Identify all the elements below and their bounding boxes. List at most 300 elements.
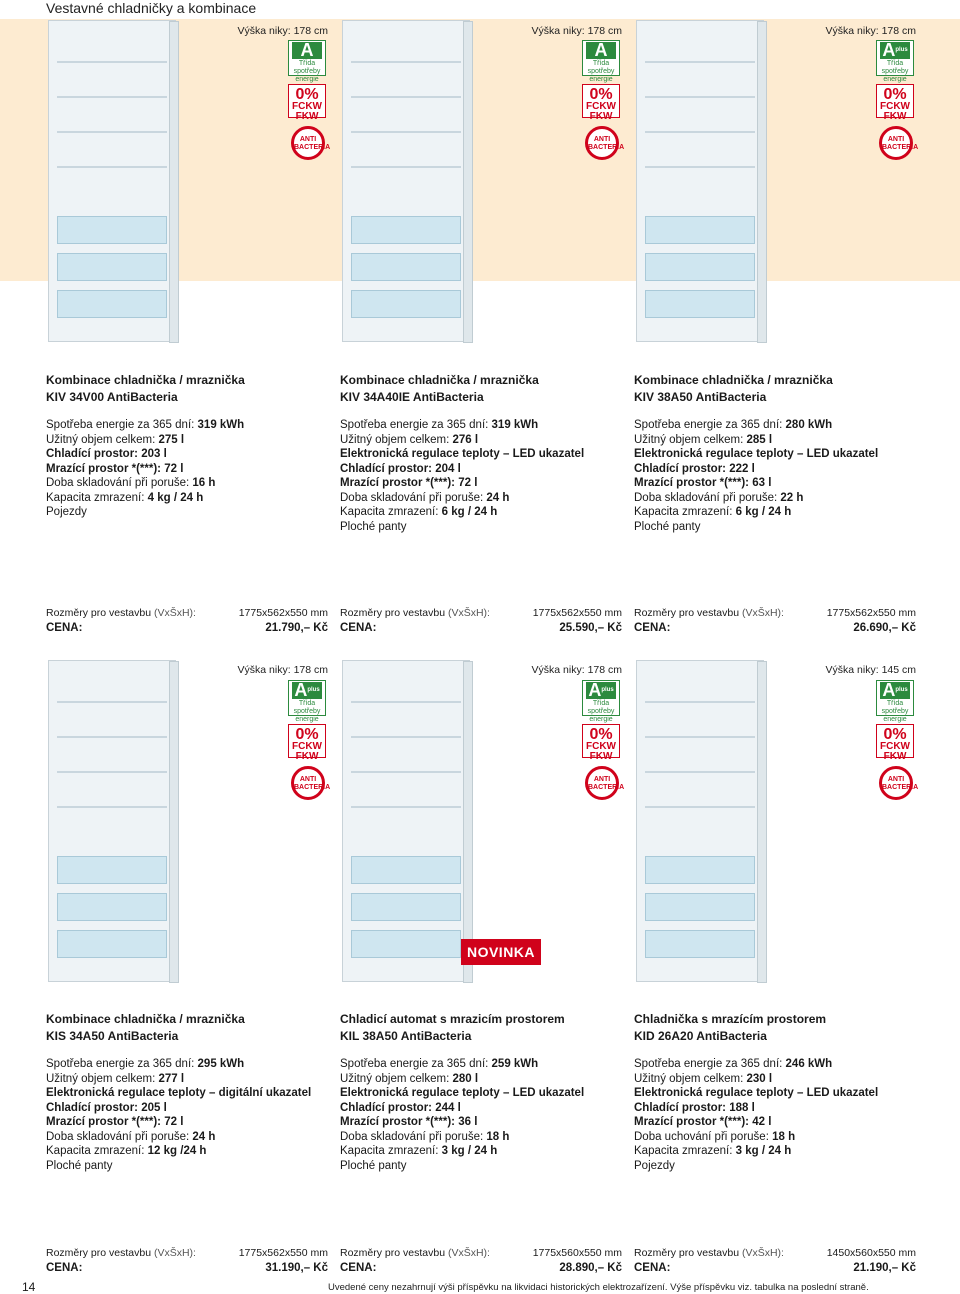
fridge-shelf: [351, 61, 461, 63]
spec-line: [340, 1057, 630, 1072]
fridge-drawer: [57, 856, 167, 884]
fckw-percent: 0%: [295, 726, 319, 743]
anti-line1: ANTI: [299, 776, 317, 783]
energy-line2: spotřeby: [587, 708, 615, 715]
spec-label: Kapacita zmrazení:: [46, 1145, 148, 1157]
energy-line3: energie: [295, 76, 319, 83]
anti-line2: BACTERIA: [294, 784, 331, 791]
energy-class-badge: [876, 40, 914, 83]
energy-class-letter: A: [588, 680, 602, 700]
fckw-badge: [582, 724, 620, 762]
product-category: Kombinace chladnička / mraznička: [46, 373, 245, 387]
spec-line: [634, 491, 924, 506]
spec-line: [46, 476, 336, 491]
spec-line: [46, 447, 336, 462]
spec-value: 36 l: [458, 1116, 478, 1128]
footnote: Uvedené ceny nezahrnují výši příspěvku na likvidaci historických elektrozařízení. Výše příspěvku viz. tabulka na poslední straně.: [328, 1282, 869, 1293]
product-category: Kombinace chladnička / mraznička: [340, 373, 539, 387]
dims-value: 1775x560x550 mm: [532, 1247, 622, 1259]
spec-value: 230 l: [746, 1072, 773, 1085]
fridge-drawer: [645, 216, 755, 244]
spec-line: [340, 462, 630, 477]
dims-paren: (VxŠxH):: [153, 607, 196, 619]
fridge-image: [48, 20, 176, 342]
fridge-drawer: [351, 253, 461, 281]
energy-class-badge: [582, 680, 620, 723]
fridge-shelf: [351, 701, 461, 703]
fridge-drawer: [645, 253, 755, 281]
price-row: [46, 621, 328, 636]
dimensions-row: [340, 606, 622, 621]
spec-line: [340, 505, 630, 520]
dimensions-price: [46, 1246, 328, 1276]
dims-paren: (VxŠxH):: [447, 1247, 490, 1259]
fckw-badge: [582, 84, 620, 122]
spec-value: 16 h: [192, 477, 216, 489]
spec-label: Spotřeba energie za 365 dní:: [634, 1058, 786, 1070]
badge-column: [876, 680, 919, 800]
energy-line3: energie: [589, 716, 613, 723]
energy-line2: spotřeby: [293, 68, 321, 75]
spec-value: 6 kg / 24 h: [441, 506, 498, 518]
fridge-image: [48, 660, 176, 982]
fridge-shelf: [57, 701, 167, 703]
spec-line: [340, 491, 630, 506]
spec-value: 280 l: [452, 1072, 479, 1085]
energy-plus: plus: [895, 47, 908, 53]
niche-height: Výška niky: 178 cm: [237, 25, 328, 37]
dims-value: 1775x562x550 mm: [238, 1247, 328, 1259]
spec-label: Užitný objem celkem:: [340, 1072, 453, 1085]
spec-value: 24 h: [486, 491, 510, 504]
fridge-drawer: [645, 290, 755, 318]
fckw-percent: 0%: [589, 726, 613, 743]
product-model: KIV 38A50 AntiBacteria: [634, 390, 767, 404]
dims-label: Rozměry pro vestavbu: [634, 607, 740, 619]
fridge-door: [757, 21, 767, 343]
page-title: Vestavné chladničky a kombinace: [46, 0, 257, 16]
spec-value: 277 l: [158, 1072, 185, 1085]
spec-line: [634, 476, 924, 491]
spec-value: 42 l: [752, 1116, 772, 1128]
fckw-line1: FCKW: [586, 741, 616, 752]
fckw-line2: FKW: [589, 751, 613, 762]
spec-label: Užitný objem celkem:: [634, 433, 747, 446]
dims-value: 1450x560x550 mm: [826, 1247, 916, 1259]
dims-label: Rozměry pro vestavbu: [46, 607, 152, 619]
spec-label: Elektronická regulace teploty – digitální ukazatel: [46, 1087, 312, 1099]
energy-plus: plus: [307, 687, 320, 693]
spec-line: [634, 520, 924, 535]
energy-class-badge: [876, 680, 914, 723]
badge-column: [582, 40, 625, 160]
spec-label: Mrazící prostor *(***):: [634, 477, 753, 489]
spec-value: 72 l: [164, 462, 184, 475]
fridge-drawer: [57, 930, 167, 958]
spec-label: Chladící prostor:: [340, 462, 436, 475]
dimensions-price: [340, 606, 622, 636]
energy-class-badge: [582, 40, 620, 83]
spec-label: Ploché panty: [634, 520, 701, 533]
spec-label: Chladící prostor:: [46, 448, 142, 460]
spec-label: Chladící prostor:: [46, 1101, 142, 1114]
fckw-line1: FCKW: [292, 741, 322, 752]
fridge-image: [342, 20, 470, 342]
fridge-shelf: [351, 771, 461, 773]
spec-value: 259 kWh: [491, 1058, 539, 1070]
fridge-drawer: [351, 290, 461, 318]
energy-line1: Třída: [298, 700, 316, 707]
spec-line: [634, 1115, 924, 1130]
badge-column: [876, 40, 919, 160]
spec-value: 6 kg / 24 h: [735, 506, 792, 518]
anti-line2: BACTERIA: [882, 784, 919, 791]
spec-line: [340, 1130, 630, 1145]
energy-line2: spotřeby: [587, 68, 615, 75]
fckw-line2: FKW: [295, 111, 319, 122]
dims-value: 1775x562x550 mm: [532, 607, 622, 619]
fridge-shelf: [351, 806, 461, 808]
product-description: [340, 1011, 630, 1173]
price-row: [46, 1261, 328, 1276]
fckw-badge: [288, 724, 326, 762]
spec-label: Doba skladování při poruše:: [340, 491, 487, 504]
spec-line: [634, 447, 924, 462]
fridge-drawer: [351, 856, 461, 884]
spec-line: [634, 1159, 924, 1174]
spec-value: 280 kWh: [785, 419, 833, 431]
spec-label: Ploché panty: [46, 1159, 113, 1172]
badge-column: [288, 40, 331, 160]
spec-label: Elektronická regulace teploty – LED ukazatel: [634, 448, 879, 460]
energy-line1: Třída: [886, 60, 904, 67]
price-label: CENA:: [46, 622, 83, 634]
spec-label: Kapacita zmrazení:: [46, 491, 148, 504]
spec-label: Užitný objem celkem:: [46, 433, 159, 446]
fridge-shelf: [351, 166, 461, 168]
spec-label: Doba skladování při poruše:: [340, 1130, 487, 1143]
dims-paren: (VxŠxH):: [741, 1247, 784, 1259]
spec-label: Užitný objem celkem:: [46, 1072, 159, 1085]
spec-value: 18 h: [486, 1130, 510, 1143]
energy-class-letter: A: [594, 40, 608, 60]
spec-value: 22 h: [780, 491, 804, 504]
fridge-door: [463, 21, 473, 343]
dimensions-row: [46, 606, 328, 621]
novinka-badge: NOVINKA: [461, 939, 541, 965]
anti-line1: ANTI: [887, 776, 905, 783]
spec-label: Spotřeba energie za 365 dní:: [634, 419, 786, 431]
fckw-badge: [288, 84, 326, 122]
energy-line3: energie: [295, 716, 319, 723]
fridge-drawer: [351, 893, 461, 921]
product-model: KID 26A20 AntiBacteria: [634, 1029, 767, 1043]
spec-label: Chladící prostor:: [340, 1101, 436, 1114]
spec-line: [46, 505, 336, 520]
dimensions-row: [634, 1246, 916, 1261]
energy-line2: spotřeby: [881, 68, 909, 75]
product-description: [634, 1011, 924, 1173]
product-model: KIS 34A50 AntiBacteria: [46, 1029, 179, 1043]
energy-line3: energie: [589, 76, 613, 83]
fridge-door: [463, 661, 473, 983]
fridge-shelf: [57, 61, 167, 63]
antibacteria-badge: [291, 766, 331, 800]
spec-line: [340, 1115, 630, 1130]
spec-label: Pojezdy: [634, 1159, 675, 1172]
energy-class-letter: A: [882, 680, 896, 700]
dims-paren: (VxŠxH):: [153, 1247, 196, 1259]
spec-line: [46, 1101, 336, 1116]
spec-value: 275 l: [158, 433, 185, 446]
energy-plus: plus: [601, 687, 614, 693]
spec-line: [46, 1072, 336, 1087]
spec-line: [634, 1086, 924, 1101]
spec-value: 319 kWh: [491, 419, 539, 431]
fridge-shelf: [57, 166, 167, 168]
spec-value: 203 l: [141, 448, 167, 460]
energy-class-badge: [288, 40, 326, 83]
price-value: 31.190,– Kč: [265, 1262, 328, 1274]
anti-line1: ANTI: [887, 136, 905, 143]
fridge-image: [636, 20, 764, 342]
spec-label: Kapacita zmrazení:: [634, 1145, 736, 1157]
price-label: CENA:: [340, 622, 377, 634]
fckw-percent: 0%: [883, 726, 907, 743]
spec-value: 295 kWh: [197, 1058, 245, 1070]
dimensions-row: [634, 606, 916, 621]
spec-value: 222 l: [729, 462, 755, 475]
energy-class-letter: A: [300, 40, 314, 60]
niche-height: Výška niky: 178 cm: [825, 25, 916, 37]
product-description: [634, 372, 924, 534]
fridge-shelf: [645, 806, 755, 808]
anti-line2: BACTERIA: [588, 144, 625, 151]
dimensions-row: [340, 1246, 622, 1261]
spec-line: [46, 1115, 336, 1130]
spec-line: [634, 1101, 924, 1116]
fridge-drawer: [645, 930, 755, 958]
anti-line1: ANTI: [593, 776, 611, 783]
price-value: 28.890,– Kč: [559, 1262, 622, 1274]
spec-line: [340, 418, 630, 433]
fridge-image: [636, 660, 764, 982]
spec-line: [340, 433, 630, 448]
product-category: Chladicí automat s mrazicím prostorem: [340, 1012, 565, 1026]
spec-value: 4 kg / 24 h: [147, 491, 204, 504]
fridge-image: [342, 660, 470, 982]
spec-label: Ploché panty: [340, 520, 407, 533]
dims-label: Rozměry pro vestavbu: [340, 607, 446, 619]
niche-height: Výška niky: 178 cm: [531, 25, 622, 37]
fridge-drawer: [57, 216, 167, 244]
fridge-shelf: [645, 771, 755, 773]
price-label: CENA:: [634, 622, 671, 634]
spec-label: Mrazící prostor *(***):: [634, 1116, 753, 1128]
spec-line: [340, 1086, 630, 1101]
spec-label: Spotřeba energie za 365 dní:: [340, 419, 492, 431]
antibacteria-badge: [291, 126, 331, 160]
fridge-shelf: [57, 771, 167, 773]
spec-line: [340, 1144, 630, 1159]
fridge-shelf: [57, 736, 167, 738]
product-category: Chladnička s mrazícím prostorem: [634, 1012, 827, 1026]
spec-label: Ploché panty: [340, 1159, 407, 1172]
product-model: KIL 38A50 AntiBacteria: [340, 1029, 472, 1043]
spec-value: 18 h: [772, 1130, 796, 1143]
fridge-drawer: [57, 893, 167, 921]
fridge-shelf: [645, 131, 755, 133]
spec-line: [634, 433, 924, 448]
dims-value: 1775x562x550 mm: [238, 607, 328, 619]
price-value: 25.590,– Kč: [559, 622, 622, 634]
price-label: CENA:: [634, 1262, 671, 1274]
dimensions-row: [46, 1246, 328, 1261]
spec-value: 244 l: [435, 1101, 461, 1114]
fridge-door: [169, 21, 179, 343]
dims-value: 1775x562x550 mm: [826, 607, 916, 619]
spec-label: Spotřeba energie za 365 dní:: [340, 1058, 492, 1070]
spec-line: [46, 418, 336, 433]
fridge-shelf: [645, 96, 755, 98]
spec-value: 205 l: [141, 1101, 167, 1114]
price-value: 21.790,– Kč: [265, 622, 328, 634]
price-row: [634, 1261, 916, 1276]
energy-line3: energie: [883, 76, 907, 83]
spec-line: [340, 1072, 630, 1087]
fridge-shelf: [57, 806, 167, 808]
spec-value: 3 kg / 24 h: [735, 1145, 792, 1157]
spec-line: [634, 418, 924, 433]
spec-line: [634, 1144, 924, 1159]
spec-line: [46, 462, 336, 477]
fckw-line1: FCKW: [880, 741, 910, 752]
fckw-line2: FKW: [883, 111, 907, 122]
spec-value: 276 l: [452, 433, 479, 446]
spec-line: [340, 1101, 630, 1116]
energy-line2: spotřeby: [293, 708, 321, 715]
dims-label: Rozměry pro vestavbu: [634, 1247, 740, 1259]
energy-line1: Třída: [592, 700, 610, 707]
spec-label: Kapacita zmrazení:: [340, 1145, 442, 1157]
niche-height: Výška niky: 178 cm: [237, 664, 328, 676]
price-value: 26.690,– Kč: [853, 622, 916, 634]
spec-line: [634, 1057, 924, 1072]
fckw-line1: FCKW: [880, 101, 910, 112]
anti-line1: ANTI: [299, 136, 317, 143]
spec-label: Kapacita zmrazení:: [340, 506, 442, 518]
spec-label: Užitný objem celkem:: [634, 1072, 747, 1085]
dims-label: Rozměry pro vestavbu: [46, 1247, 152, 1259]
spec-value: 72 l: [458, 477, 478, 489]
antibacteria-badge: [585, 766, 625, 800]
dimensions-price: [634, 1246, 916, 1276]
badge-column: [288, 680, 331, 800]
spec-label: Doba skladování při poruše:: [634, 491, 781, 504]
anti-line2: BACTERIA: [588, 784, 625, 791]
fckw-percent: 0%: [883, 86, 907, 103]
spec-label: Mrazící prostor *(***):: [46, 1116, 165, 1128]
spec-line: [46, 1130, 336, 1145]
fridge-drawer: [57, 290, 167, 318]
spec-value: 12 kg /24 h: [147, 1145, 207, 1157]
spec-line: [634, 1072, 924, 1087]
fckw-line1: FCKW: [586, 101, 616, 112]
spec-line: [46, 433, 336, 448]
spec-value: 204 l: [435, 462, 461, 475]
dimensions-price: [634, 606, 916, 636]
product-description: [46, 372, 336, 520]
spec-label: Spotřeba energie za 365 dní:: [46, 1058, 198, 1070]
dims-paren: (VxŠxH):: [741, 607, 784, 619]
spec-line: [634, 462, 924, 477]
spec-line: [46, 1086, 336, 1101]
energy-line3: energie: [883, 716, 907, 723]
spec-value: 63 l: [752, 477, 772, 489]
fckw-line2: FKW: [589, 111, 613, 122]
product-model: KIV 34V00 AntiBacteria: [46, 390, 178, 404]
energy-class-letter: A: [882, 40, 896, 60]
spec-value: 246 kWh: [785, 1058, 833, 1070]
spec-label: Pojezdy: [46, 506, 87, 518]
fridge-drawer: [351, 216, 461, 244]
spec-value: 188 l: [729, 1101, 755, 1114]
fckw-badge: [876, 724, 914, 762]
spec-label: Doba skladování při poruše:: [46, 1130, 193, 1143]
product-model: KIV 34A40IE AntiBacteria: [340, 390, 484, 404]
spec-label: Doba skladování při poruše:: [46, 477, 193, 489]
price-row: [634, 621, 916, 636]
fckw-line2: FKW: [295, 751, 319, 762]
spec-value: 3 kg / 24 h: [441, 1145, 498, 1157]
fridge-drawer: [57, 253, 167, 281]
product-category: Kombinace chladnička / mraznička: [634, 373, 833, 387]
product-category: Kombinace chladnička / mraznička: [46, 1012, 245, 1026]
antibacteria-badge: [879, 766, 919, 800]
badge-column: [582, 680, 625, 800]
fridge-door: [169, 661, 179, 983]
fridge-door: [757, 661, 767, 983]
price-row: [340, 621, 622, 636]
dimensions-price: [340, 1246, 622, 1276]
spec-line: [46, 491, 336, 506]
spec-label: Mrazící prostor *(***):: [340, 477, 459, 489]
fridge-shelf: [57, 96, 167, 98]
spec-label: Elektronická regulace teploty – LED ukazatel: [340, 1087, 585, 1099]
energy-class-badge: [288, 680, 326, 723]
spec-line: [46, 1057, 336, 1072]
antibacteria-badge: [879, 126, 919, 160]
spec-label: Chladící prostor:: [634, 1101, 730, 1114]
fridge-shelf: [351, 131, 461, 133]
spec-label: Spotřeba energie za 365 dní:: [46, 419, 198, 431]
price-label: CENA:: [46, 1262, 83, 1274]
spec-value: 72 l: [164, 1116, 184, 1128]
page-number: 14: [22, 1280, 36, 1294]
anti-line2: BACTERIA: [882, 144, 919, 151]
fridge-shelf: [645, 61, 755, 63]
energy-class-letter: A: [294, 680, 308, 700]
fridge-shelf: [351, 96, 461, 98]
antibacteria-badge: [585, 126, 625, 160]
spec-label: Doba uchování při poruše:: [634, 1130, 773, 1143]
spec-line: [634, 505, 924, 520]
spec-label: Mrazící prostor *(***):: [46, 462, 165, 475]
fridge-shelf: [351, 736, 461, 738]
spec-label: Elektronická regulace teploty – LED ukazatel: [634, 1087, 879, 1099]
fckw-percent: 0%: [589, 86, 613, 103]
dims-paren: (VxŠxH):: [447, 607, 490, 619]
